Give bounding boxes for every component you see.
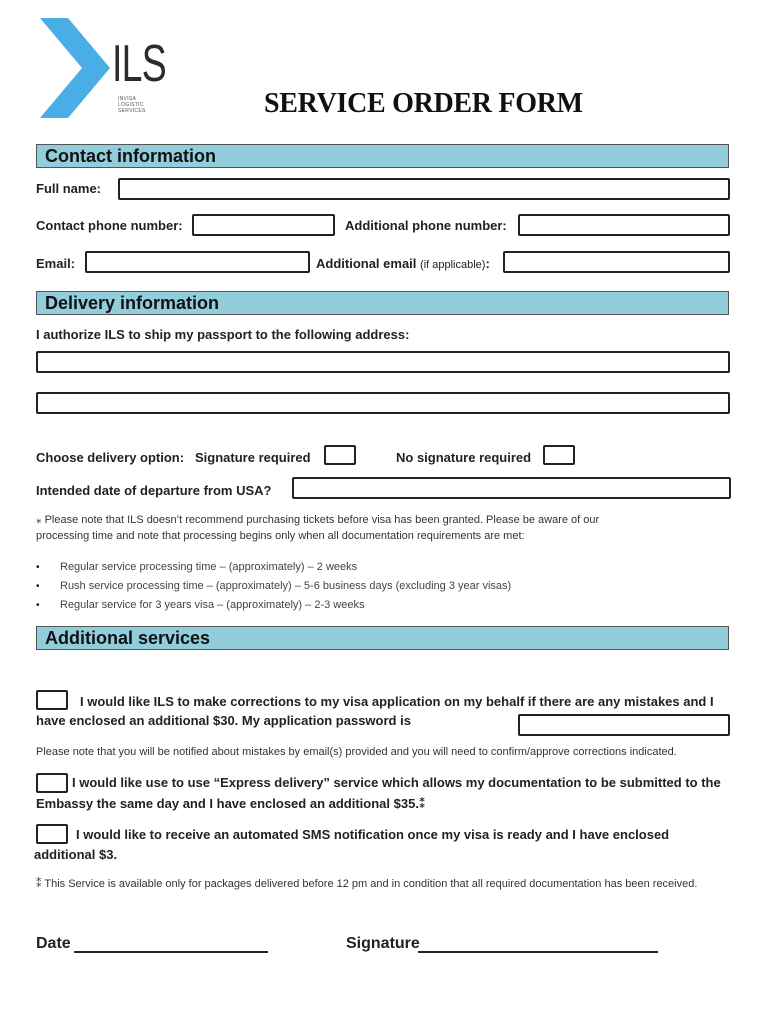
additional-email-label [316,256,490,271]
page-title: SERVICE ORDER FORM [264,88,583,119]
application-password-field[interactable] [518,714,730,736]
email-field[interactable] [85,251,310,273]
signature-line[interactable] [418,951,658,953]
processing-note-line-2: processing time and note that processing begins only when all documentation requirements are met: [36,530,525,542]
corrections-note: Please note that you will be notified about mistakes by email(s) provided and you will need to confirm/approve corrections indicated. [36,746,677,758]
full-name-label: Full name: [36,181,102,196]
sms-notification-checkbox[interactable] [36,824,68,844]
authorize-text: I authorize ILS to ship my passport to the following address: [36,327,410,342]
departure-date-label: Intended date of departure from USA? [36,483,272,498]
address-line-2-field[interactable] [36,392,730,414]
phone-field[interactable] [192,214,335,236]
signature-required-checkbox[interactable] [324,445,356,465]
delivery-section-heading: Delivery information [36,291,729,315]
additional-email-field[interactable] [503,251,730,273]
corrections-line-2: have enclosed an additional $30. My application password is [36,713,411,728]
date-label: Date [36,935,71,952]
note-marker: ⁎ [36,514,42,526]
logo-subtext: INVISA LOGISTIC SERVICES [118,96,146,114]
contact-section-heading: Contact information [36,144,729,168]
express-line-2: Embassy the same day and I have enclosed an additional $35.⁑ [36,796,426,811]
signature-required-label: Signature required [195,450,311,465]
additional-section-heading: Additional services [36,626,729,650]
note-line-1-text: Please note that ILS doesn’t recommend purchasing tickets before visa has been granted. Please be aware of our [44,514,600,526]
additional-phone-label: Additional phone number: [345,218,507,233]
express-delivery-checkbox[interactable] [36,773,68,793]
full-name-field[interactable] [118,178,730,200]
departure-date-field[interactable] [292,477,731,499]
additional-phone-field[interactable] [518,214,730,236]
express-line-1: I would like use to use “Express delivery” service which allows my documentation to be submitted to the [72,775,721,790]
no-signature-required-checkbox[interactable] [543,445,575,465]
bullet-text: Regular service processing time – (approximately) – 2 weeks [60,561,358,573]
list-item [36,577,511,596]
footnote: ⁑ This Service is available only for packages delivered before 12 pm and in condition that all required documentation has been received. [36,878,698,890]
date-line[interactable] [74,951,268,953]
bullet-text: Rush service processing time – (approximately) – 5-6 business days (excluding 3 year visas) [60,580,512,592]
list-item [36,558,511,577]
bullet: • [36,600,40,611]
processing-times-list [36,558,511,615]
logo-text: ILS [112,35,167,93]
additional-email-label-text: Additional email [316,256,417,271]
corrections-checkbox[interactable] [36,690,68,710]
address-line-1-field[interactable] [36,351,730,373]
additional-email-note: (if applicable) [420,259,486,271]
sms-line-1: I would like to receive an automated SMS notification once my visa is ready and I have enclosed [76,827,670,842]
corrections-line-1: I would like ILS to make corrections to my visa application on my behalf if there are any mistakes and I [80,694,714,709]
choose-delivery-label: Choose delivery option: [36,450,185,465]
phone-label: Contact phone number: [36,218,183,233]
signature-label: Signature [346,935,420,952]
no-signature-required-label: No signature required [396,450,532,465]
email-label: Email: [36,256,76,271]
bullet: • [36,581,40,592]
list-item [36,596,511,615]
additional-email-colon: : [485,256,490,271]
bullet-text: Regular service for 3 years visa – (approximately) – 2-3 weeks [60,599,365,611]
processing-note-line-1 [36,512,599,528]
bullet: • [36,562,40,573]
sms-line-2: additional $3. [34,847,118,862]
